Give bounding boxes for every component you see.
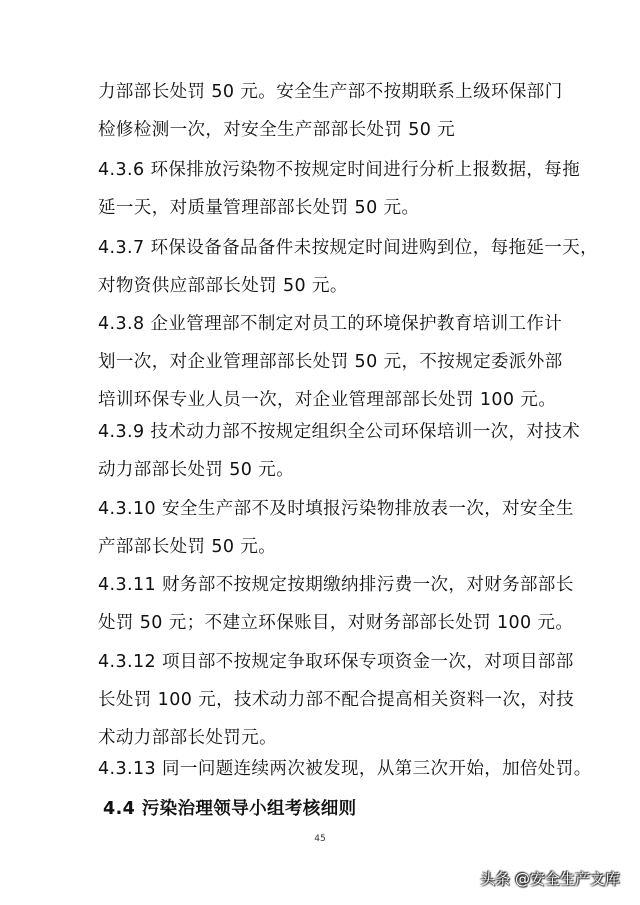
paragraph	[98, 73, 563, 149]
text-line: 动力部部长处罚 50 元。	[98, 460, 295, 480]
text-line: 长处罚 100 元，技术动力部不配合提高相关资料一次，对技	[98, 690, 575, 710]
paragraph-4-3-13	[98, 750, 592, 788]
paragraph-4-3-9	[98, 413, 581, 489]
text-line: 4.3.13 同一问题连续两次被发现，从第三次开始，加倍处罚。	[98, 759, 592, 779]
text-line: 处罚 50 元；不建立环保账目，对财务部部长处罚 100 元。	[98, 613, 574, 633]
text-line: 延一天，对质量管理部部长处罚 50 元。	[98, 198, 420, 218]
text-line: 检修检测一次，对安全生产部部长处罚 50 元	[98, 120, 456, 140]
paragraph-4-3-12	[98, 643, 575, 757]
text-line: 术动力部部长处罚元。	[98, 728, 277, 748]
text-line: 4.3.9 技术动力部不按规定组织全公司环保培训一次，对技术	[98, 422, 581, 442]
text-line: 4.3.7 环保设备备品备件未按规定时间进购到位，每拖延一天，	[98, 238, 598, 258]
text-line: 4.3.11 财务部不按规定按期缴纳排污费一次，对财务部部长	[98, 575, 574, 595]
text-line: 4.3.6 环保排放污染物不按规定时间进行分析上报数据，每拖	[98, 160, 581, 180]
paragraph-4-3-7	[98, 229, 598, 305]
paragraph-4-3-10	[98, 490, 574, 566]
text-line: 4.3.10 安全生产部不及时填报污染物排放表一次，对安全生	[98, 499, 574, 519]
text-line: 力部部长处罚 50 元。安全生产部不按期联系上级环保部门	[98, 82, 563, 102]
watermark: 头条 @安全生产文库	[480, 870, 620, 888]
text-line: 产部部长处罚 50 元。	[98, 537, 277, 557]
paragraph-4-3-8	[98, 305, 563, 419]
paragraph-4-3-11	[98, 566, 574, 642]
paragraph-4-3-6	[98, 151, 581, 227]
text-line: 4.3.12 项目部不按规定争取环保专项资金一次，对项目部部	[98, 652, 574, 672]
text-line: 划一次，对企业管理部部长处罚 50 元，不按规定委派外部	[98, 352, 563, 372]
page-number: 45	[314, 834, 326, 844]
text-line: 4.3.8 企业管理部不制定对员工的环境保护教育培训工作计	[98, 314, 563, 334]
section-heading: 4.4 污染治理领导小组考核细则	[103, 799, 357, 819]
text-line: 对物资供应部部长处罚 50 元。	[98, 276, 348, 296]
text-line: 培训环保专业人员一次，对企业管理部部长处罚 100 元。	[98, 390, 557, 410]
